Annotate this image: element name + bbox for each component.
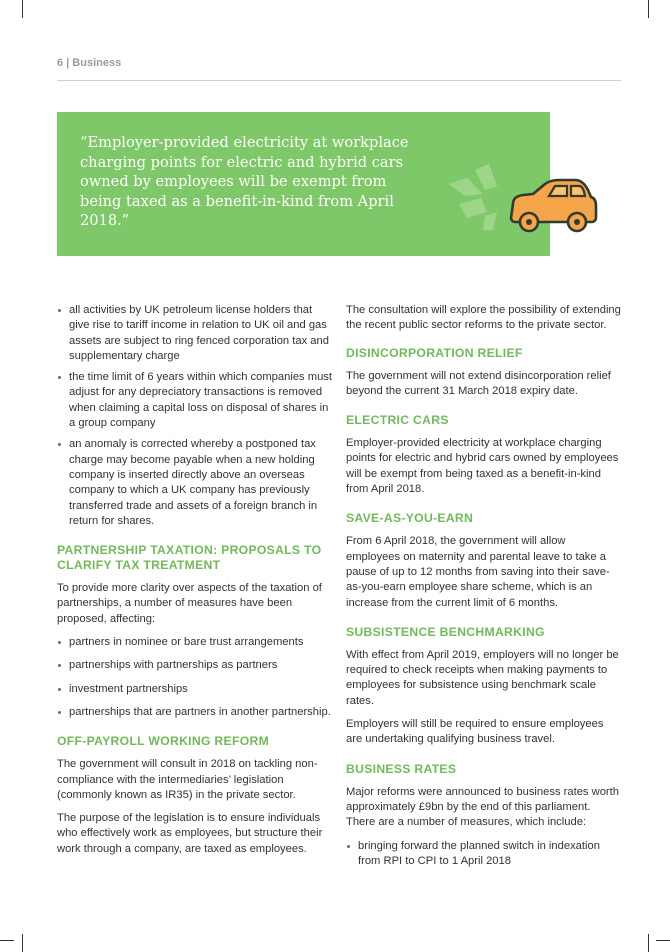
list-item: all activities by UK petroleum license holders that give rise to tariff income in relation to UK oil and gas assets are subject to ring fenced corporation tax and supplementary charge <box>57 303 335 364</box>
left-column <box>57 303 335 865</box>
business-rates-bullets <box>346 839 622 870</box>
subsistence-paragraph-2: Employers will still be required to ensure employees are undertaking qualifying business travel. <box>346 718 604 746</box>
charging-bolt-icon <box>449 164 497 230</box>
saye-paragraph: From 6 April 2018, the government will allow employees on maternity and parental leave to take a pause of up to 12 months from saving into their save-as-you-earn employee share scheme, which is an increase from the current limit of 6 months. <box>346 535 610 609</box>
disincorporation-heading: DISINCORPORATION RELIEF <box>346 345 523 360</box>
pull-quote-text: “Employer-provided electricity at workplace charging points for electric and hybrid cars owned by employees will be exempt from being taxed as a benefit-in-kind from April 2018.” <box>80 134 409 229</box>
electric-cars-paragraph: Employer-provided electricity at workplace charging points for electric and hybrid cars owned by employees will be exempt from being taxed as a benefit-in-kind from April 2018. <box>346 437 619 496</box>
partnership-heading: PARTNERSHIP TAXATION: PROPOSALS TO CLARIFY TAX TREATMENT <box>57 543 322 573</box>
crop-mark <box>0 940 14 941</box>
list-item: partnerships with partnerships as partners <box>57 658 335 673</box>
business-rates-heading: BUSINESS RATES <box>346 761 457 776</box>
car-icon <box>445 160 600 240</box>
crop-mark <box>22 0 23 18</box>
crop-mark <box>656 940 670 941</box>
list-item: bringing forward the planned switch in indexation from RPI to CPI to 1 April 2018 <box>346 839 622 870</box>
list-item: investment partnerships <box>57 682 335 697</box>
list-item: an anomaly is corrected whereby a postponed tax charge may become payable when a new holding company is inserted directly above an overseas company to which a UK company has previously transferred trade and assets of a foreign branch in return for shares. <box>57 437 335 529</box>
saye-heading: SAVE-AS-YOU-EARN <box>346 511 474 526</box>
subsistence-heading: SUBSISTENCE BENCHMARKING <box>346 624 545 639</box>
list-item: partners in nominee or bare trust arrangements <box>57 635 335 650</box>
off-payroll-paragraph-1: The government will consult in 2018 on tackling non-compliance with the intermediaries’ legislation (commonly known as IR35) in the private sector. <box>57 758 318 801</box>
crop-mark <box>22 934 23 952</box>
list-item: the time limit of 6 years within which companies must adjust for any depreciatory transactions is removed when claiming a capital loss on disposal of shares in a group company <box>57 370 335 431</box>
consultation-paragraph: The consultation will explore the possibility of extending the recent public sector reforms to the private sector. <box>346 304 621 332</box>
crop-mark <box>648 0 649 18</box>
off-payroll-paragraph-2: The purpose of the legislation is to ensure individuals who effectively work as employees, but structure their work through a company, are taxed as employees. <box>57 812 323 855</box>
crop-mark <box>648 934 649 952</box>
subsistence-paragraph-1: With effect from April 2019, employers will no longer be required to check receipts when making payments to employees for subsistence using benchmark scale rates. <box>346 648 619 707</box>
partnership-bullets <box>57 635 335 720</box>
list-item: partnerships that are partners in another partnership. <box>57 705 335 720</box>
off-payroll-heading: OFF-PAYROLL WORKING REFORM <box>57 734 270 749</box>
electric-cars-heading: ELECTRIC CARS <box>346 413 449 428</box>
petroleum-bullets <box>57 303 335 529</box>
page-header: 6 | Business <box>57 57 122 69</box>
header-divider <box>57 80 621 81</box>
disincorporation-paragraph: The government will not extend disincorporation relief beyond the current 31 March 2018 expiry date. <box>346 369 611 397</box>
business-rates-paragraph: Major reforms were announced to business rates worth approximately £9bn by the end of this parliament. There are a number of measures, which include: <box>346 785 619 829</box>
right-column <box>346 303 622 875</box>
partnership-intro: To provide more clarity over aspects of the taxation of partnerships, a number of measures have been proposed, affecting: <box>57 582 322 625</box>
